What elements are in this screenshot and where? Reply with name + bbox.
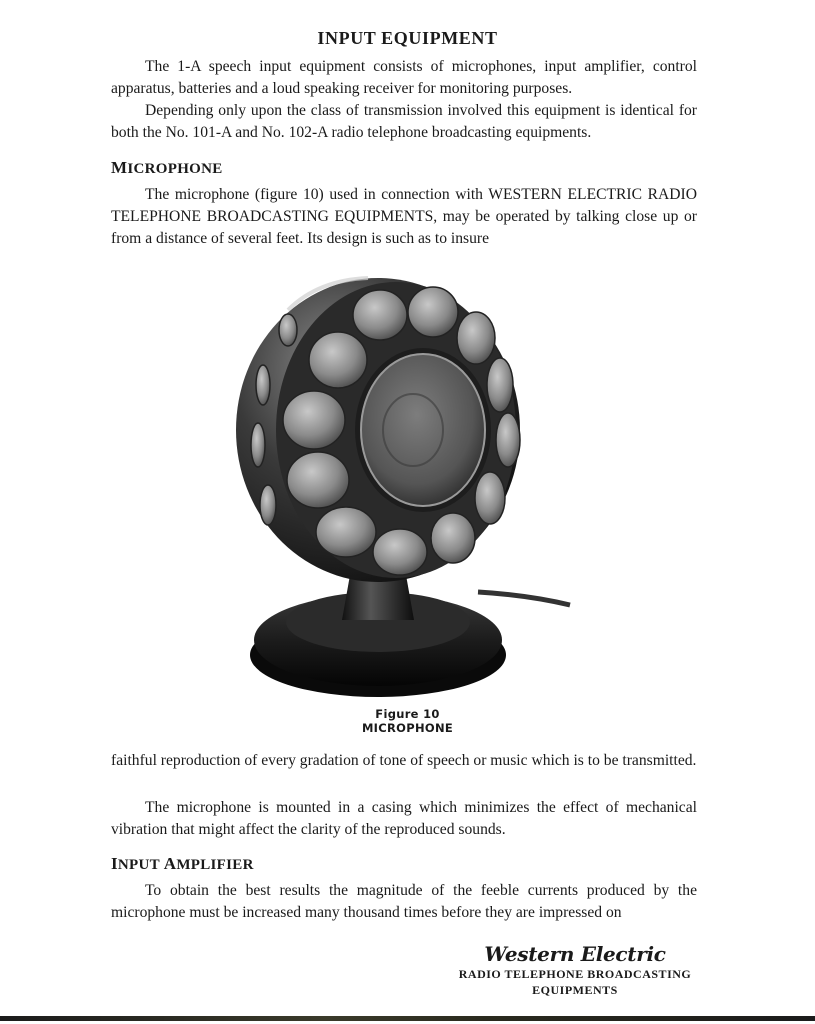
intro-paragraph-2: Depending only upon the class of transmission involved this equipment is identical for both the No. 101-A and No. 102-A radio telephone broadcasting equipments. — [111, 102, 697, 141]
footer-brand — [440, 942, 710, 998]
microphone-paragraph-2: faithful reproduction of every gradation of tone of speech or music which is to be transmitted. — [111, 752, 697, 769]
heading-initial: I — [111, 854, 118, 873]
footer-line-1: RADIO TELEPHONE BROADCASTING — [458, 967, 692, 981]
figure-number: Figure 10 — [375, 707, 440, 721]
microphone-figure — [228, 270, 588, 705]
amplifier-paragraph-1: To obtain the best results the magnitude of the feeble currents produced by the microphone must be increased many thousand times before they are impressed on — [111, 882, 697, 921]
figure-caption: MICROPHONE — [361, 721, 454, 735]
heading-rest-2: MPLIFIER — [176, 857, 254, 873]
microphone-paragraph-3: The microphone is mounted in a casing which minimizes the effect of mechanical vibration that might affect the clarity of the reproduced sounds. — [111, 799, 697, 838]
heading-initial-2: A — [163, 854, 177, 873]
microphone-heading — [111, 158, 223, 178]
footer-line-2: EQUIPMENTS — [532, 983, 618, 997]
heading-rest: ICROPHONE — [127, 161, 223, 177]
microphone-paragraph-1: The microphone (figure 10) used in connection with WESTERN ELECTRIC RADIO TELEPHONE BROADCASTING EQUIPMENTS, may be operated by talking close up or from a distance of several feet. Its design is such as to insure — [111, 186, 697, 247]
microphone-illustration — [228, 270, 588, 705]
page-title: INPUT EQUIPMENT — [317, 28, 498, 48]
heading-rest: NPUT — [117, 857, 164, 873]
bottom-border — [0, 1016, 815, 1021]
western-electric-logo: Western Electric — [484, 942, 666, 966]
intro-paragraph-1: The 1-A speech input equipment consists of microphones, input amplifier, control apparatus, batteries and a loud speaking receiver for monitoring purposes. — [111, 58, 697, 97]
input-amplifier-heading — [111, 854, 254, 874]
heading-initial: M — [111, 158, 128, 177]
